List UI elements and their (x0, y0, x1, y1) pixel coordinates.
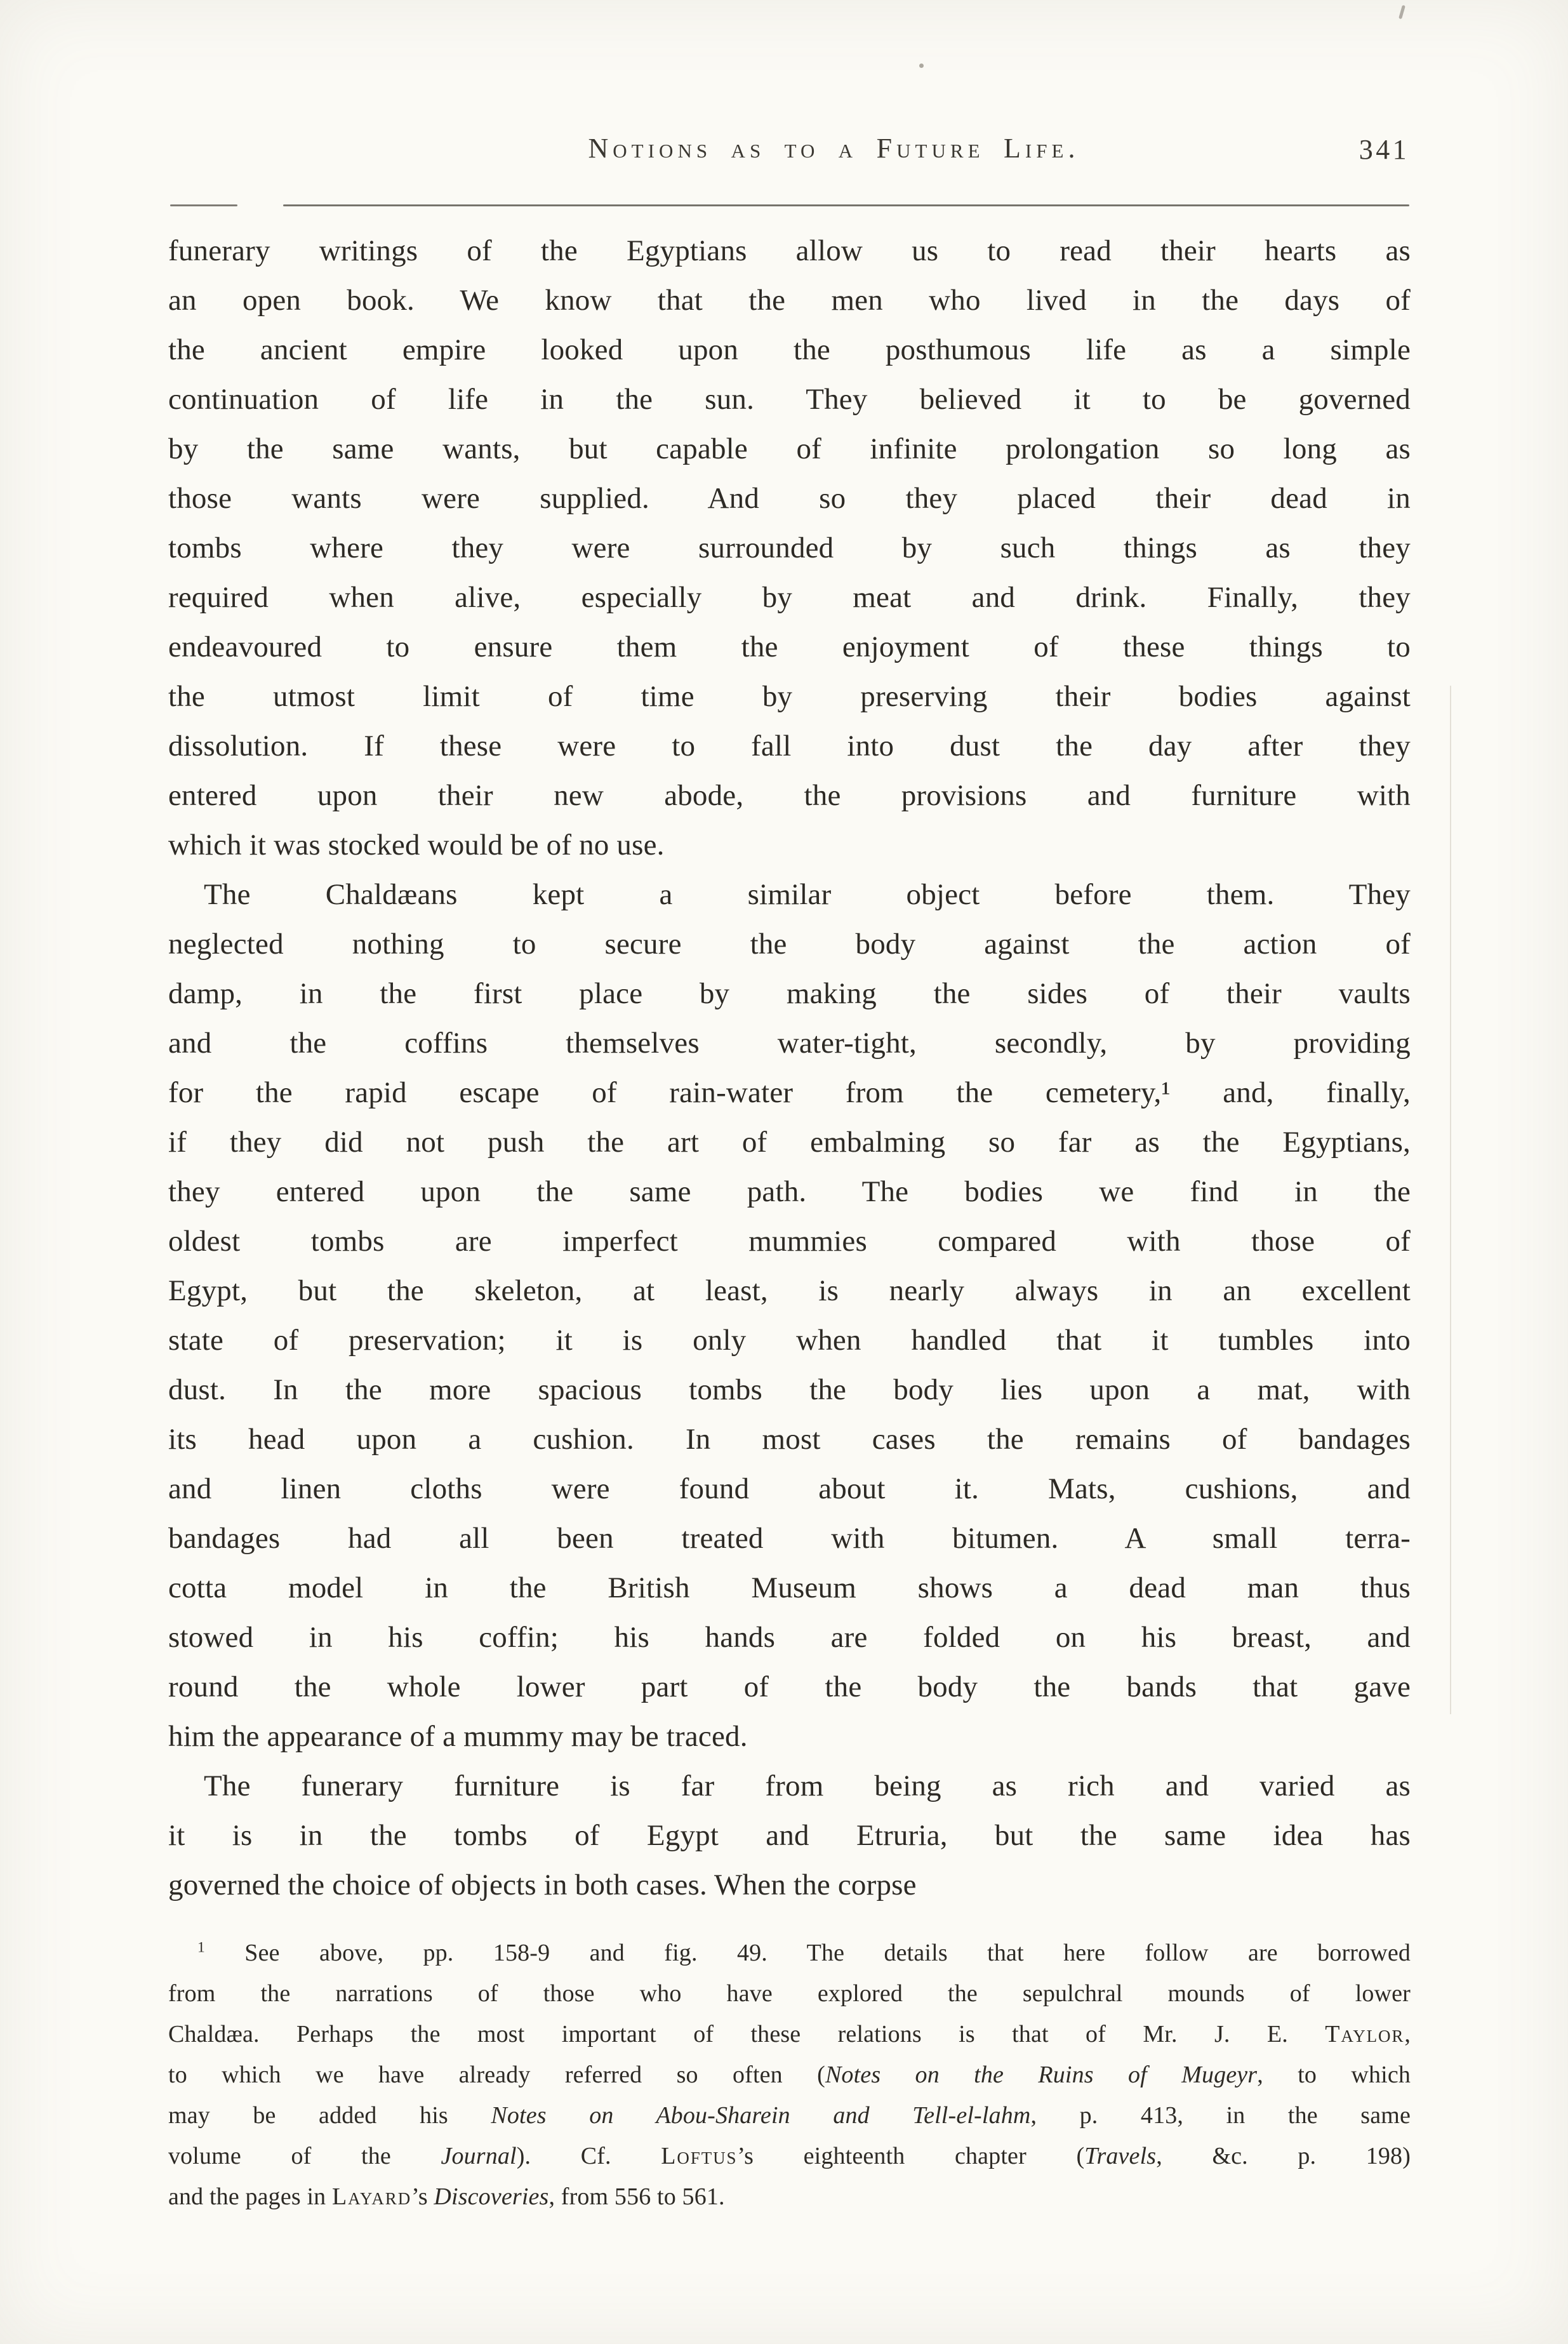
text-line (168, 1415, 1411, 1464)
page-number: 341 (1359, 134, 1409, 165)
text-line (168, 1216, 1411, 1266)
text-line (168, 2014, 1411, 2054)
text-segment: ). Cf. (516, 2143, 661, 2169)
footnote (168, 1933, 1411, 2217)
text-segment: ’s (411, 2183, 434, 2210)
text-segment: by the same wants, but capable of infinite prolongation so long as (168, 432, 1411, 465)
scan-page-edge-shadow (1450, 686, 1451, 1714)
running-title: Notions as to a Future Life. (588, 133, 1080, 164)
text-segment: stowed in his coffin; his hands are folded on his breast, and (168, 1621, 1411, 1654)
text-segment-italic: Discoveries (434, 2183, 549, 2210)
text-line (168, 771, 1411, 820)
paragraph (168, 870, 1411, 1761)
text-line (168, 1365, 1411, 1415)
text-segment: state of preservation; it is only when handled that it tumbles into (168, 1324, 1411, 1357)
paragraph (168, 1761, 1411, 1910)
text-segment-italic: Notes on Abou-Sharein and Tell-el-lahm (491, 2102, 1031, 2129)
text-segment: they entered upon the same path. The bodies we find in the (168, 1175, 1411, 1208)
text-segment: and the coffins themselves water-tight, secondly, by providing (168, 1027, 1411, 1060)
text-segment: to which we have already referred so often ( (168, 2061, 825, 2088)
rule-dash (170, 204, 237, 206)
text-line (168, 226, 1411, 276)
text-segment: from the narrations of those who have explored the sepulchral mounds of lower (168, 1980, 1411, 2007)
text-segment: an open book. We know that the men who lived in the days of (168, 284, 1411, 317)
text-line (168, 474, 1411, 523)
text-line (168, 2054, 1411, 2095)
text-line (168, 1266, 1411, 1315)
text-segment: continuation of life in the sun. They believed it to be governed (168, 383, 1411, 416)
text-segment: Chaldæa. Perhaps the most important of these relations is that of Mr. J. E. (168, 2021, 1325, 2048)
text-line (168, 1662, 1411, 1712)
text-line (168, 573, 1411, 622)
text-segment: ’s eighteenth chapter ( (737, 2143, 1085, 2169)
text-segment-italic: Notes on the Ruins of Mugeyr (825, 2061, 1258, 2088)
text-line (168, 1860, 1411, 1910)
text-segment: , (1404, 2021, 1411, 2048)
text-segment: round the whole lower part of the body the bands that gave (168, 1670, 1411, 1703)
text-segment: if they did not push the art of embalming so far as the Egyptians, (168, 1126, 1411, 1159)
text-segment: Egypt, but the skeleton, at least, is nearly always in an excellent (168, 1274, 1411, 1307)
text-segment-smallcaps: Taylor (1325, 2021, 1405, 2048)
text-segment: required when alive, especially by meat and drink. Finally, they (168, 581, 1411, 614)
text-segment: dust. In the more spacious tombs the body lies upon a mat, with (168, 1373, 1411, 1406)
text-segment-italic: Travels (1084, 2143, 1157, 2169)
text-line (168, 325, 1411, 375)
text-segment: him the appearance of a mummy may be traced. (168, 1720, 748, 1753)
text-segment: endeavoured to ensure them the enjoyment of these things to (168, 630, 1411, 663)
text-line (168, 1761, 1411, 1811)
text-segment: bandages had all been treated with bitumen. A small terra- (168, 1522, 1411, 1555)
text-line (168, 721, 1411, 771)
text-line (168, 1068, 1411, 1117)
text-line (168, 2095, 1411, 2136)
text-segment: dissolution. If these were to fall into dust the day after they (168, 729, 1411, 762)
text-line (168, 2176, 1411, 2217)
text-segment: and the pages in (168, 2183, 332, 2210)
text-segment: oldest tombs are imperfect mummies compared with those of (168, 1225, 1411, 1258)
text-line (168, 1973, 1411, 2014)
text-segment: which it was stocked would be of no use. (168, 829, 665, 862)
text-line (168, 523, 1411, 573)
text-segment: The funerary furniture is far from being as rich and varied as (204, 1769, 1411, 1802)
text-line (168, 424, 1411, 474)
header-rule (170, 204, 1409, 206)
text-line (168, 622, 1411, 672)
text-segment-italic: Journal (441, 2143, 517, 2169)
text-line (168, 1514, 1411, 1563)
text-line (168, 1613, 1411, 1662)
text-segment-smallcaps: Loftus (661, 2143, 738, 2169)
text-line (168, 672, 1411, 721)
text-segment: funerary writings of the Egyptians allow us to read their hearts as (168, 234, 1411, 267)
text-segment: tombs where they were surrounded by such things as they (168, 531, 1411, 564)
text-segment: for the rapid escape of rain-water from the cemetery,¹ and, finally, (168, 1076, 1411, 1109)
text-line (168, 820, 1411, 870)
text-segment: , &c. p. 198) (1156, 2143, 1411, 2169)
text-line (168, 1563, 1411, 1613)
text-line (168, 1811, 1411, 1860)
text-segment: cotta model in the British Museum shows a dead man thus (168, 1571, 1411, 1604)
text-segment: and linen cloths were found about it. Mats, cushions, and (168, 1472, 1411, 1505)
body-text (168, 226, 1411, 1910)
paragraph (168, 1933, 1411, 2217)
text-segment: , p. 413, in the same (1030, 2102, 1411, 2129)
text-line (168, 1018, 1411, 1068)
text-segment: may be added his (168, 2102, 491, 2129)
paragraph (168, 226, 1411, 870)
text-line (168, 375, 1411, 424)
text-segment: volume of the (168, 2143, 441, 2169)
rule-line (283, 204, 1409, 206)
text-segment: The Chaldæans kept a similar object before them. They (204, 878, 1411, 911)
text-segment: , to which (1257, 2061, 1411, 2088)
text-line (168, 969, 1411, 1018)
text-segment: those wants were supplied. And so they placed their dead in (168, 482, 1411, 515)
scan-artifact-mark (1399, 5, 1405, 20)
text-line (168, 276, 1411, 325)
page-header (168, 132, 1411, 173)
text-segment: See above, pp. 158-9 and fig. 49. The details that here follow are borrowed (204, 1940, 1411, 1966)
text-line (168, 1167, 1411, 1216)
text-segment: governed the choice of objects in both cases. When the corpse (168, 1868, 917, 1901)
scan-artifact-dot (919, 63, 924, 68)
text-segment: its head upon a cushion. In most cases the remains of bandages (168, 1423, 1411, 1456)
text-line (168, 1712, 1411, 1761)
text-segment: entered upon their new abode, the provisions and furniture with (168, 779, 1411, 812)
text-line (168, 919, 1411, 969)
text-segment: damp, in the first place by making the sides of their vaults (168, 977, 1411, 1010)
text-segment: the ancient empire looked upon the posthumous life as a simple (168, 333, 1411, 366)
text-segment: the utmost limit of time by preserving their bodies against (168, 680, 1411, 713)
text-segment: , from 556 to 561. (548, 2183, 725, 2210)
text-segment-smallcaps: Layard (331, 2183, 412, 2210)
text-line (168, 1117, 1411, 1167)
text-line (168, 2136, 1411, 2176)
text-segment-sup: 1 (197, 1939, 205, 1956)
text-line (168, 1315, 1411, 1365)
text-segment: it is in the tombs of Egypt and Etruria, but the same idea has (168, 1819, 1411, 1852)
text-line (168, 870, 1411, 919)
text-segment: neglected nothing to secure the body against the action of (168, 928, 1411, 961)
text-line (168, 1464, 1411, 1514)
text-line (168, 1933, 1411, 1973)
